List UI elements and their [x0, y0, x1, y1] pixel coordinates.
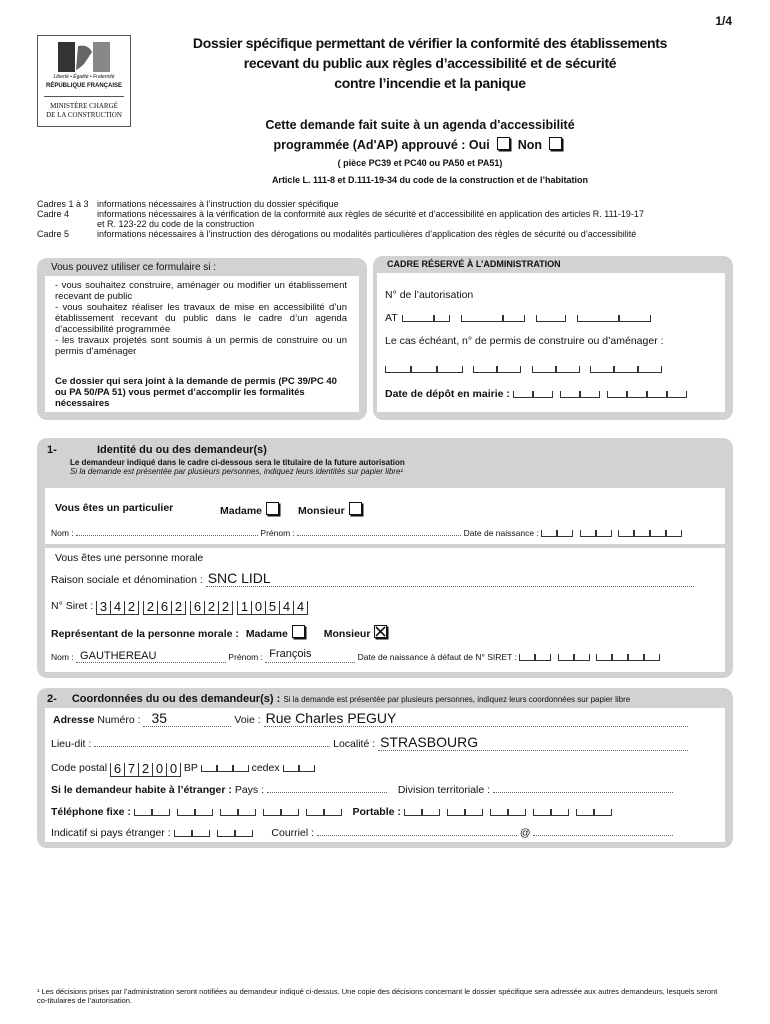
- adresse-row: Adresse Numéro : 35 Voie : Rue Charles PEGUY: [53, 714, 719, 727]
- auth-number-label: N° de l’autorisation: [385, 289, 474, 301]
- lieudit-field[interactable]: [94, 746, 330, 747]
- usage-bullet: - les travaux projetés sont soumis à un permis de construire ou un permis d’aménager: [55, 335, 347, 357]
- title-line-3: contre l’incendie et la panique: [334, 75, 526, 91]
- digit-cell: 5: [265, 601, 279, 615]
- localite-field[interactable]: [378, 734, 688, 751]
- at-label: AT: [385, 312, 651, 324]
- cadre-row: Cadres 1 à 3 informations nécessaires à l’instruction du dossier spécifique: [37, 199, 339, 209]
- admin-panel: [373, 256, 733, 420]
- adap-yes-checkbox[interactable]: [497, 137, 510, 150]
- digit-cell: 2: [138, 763, 152, 777]
- article-reference: Article L. 111-8 et D.111-19-34 du code de la construction et de l’habitation: [271, 175, 589, 185]
- localite-value: STRASBOURG: [380, 734, 479, 750]
- pays-field[interactable]: [267, 792, 387, 793]
- digit-cell: 4: [293, 601, 308, 615]
- title-line-2: recevant du public aux règles d’accessibilité et de sécurité: [243, 55, 617, 71]
- representant-nom-value: GAUTHEREAU: [80, 650, 157, 662]
- usage-bullet: - vous souhaitez réaliser les travaux de mise en accessibilité d’un établissement recevant du public dans le cadre d’un agenda d’accessibilité programmée: [55, 302, 347, 335]
- usage-panel: [37, 258, 367, 420]
- siret-row: N° Siret : 3 4 2 2 6 2 6 2 2 1 0 5 4 4: [51, 600, 308, 615]
- numero-field[interactable]: [143, 710, 231, 727]
- ministry-line-1: MINISTÈRE CHARGÉ: [50, 102, 118, 110]
- morale-label: Vous êtes une personne morale: [55, 552, 204, 564]
- deposit-date-field[interactable]: [513, 388, 687, 400]
- republic-logo: [37, 35, 131, 127]
- page-number: 1/4: [715, 14, 732, 28]
- etranger-row: Si le demandeur habite à l’étranger : Pays : Division territoriale :: [51, 784, 717, 796]
- raison-field[interactable]: [206, 570, 694, 587]
- cadre-row: et R. 123-22 du code de la construction: [97, 219, 255, 229]
- digit-cell: 0: [251, 601, 265, 615]
- telephone-row: Téléphone fixe : Portable :: [51, 806, 612, 818]
- adap-no-label: Non: [517, 138, 542, 152]
- cedex-field[interactable]: [283, 762, 315, 774]
- deposit-date-label: Date de dépôt en mairie :: [385, 388, 687, 400]
- particulier-monsieur-option: Monsieur: [298, 502, 366, 517]
- digit-cell: 2: [218, 601, 233, 615]
- checked-x-icon: [375, 626, 386, 637]
- ministry-line-2: DE LA CONSTRUCTION: [46, 111, 122, 119]
- footnote: ¹ Les décisions prises par l’administration seront notifiées au demandeur indiqué ci-dessus. Une copie des décisions concernant le dossier spécifique sera adressée aux autres demandeurs, lesquels seront co-titulaires de l’autorisation.: [37, 987, 718, 1005]
- voie-value: Rue Charles PEGUY: [265, 710, 397, 726]
- particulier-label: Vous êtes un particulier: [55, 502, 174, 514]
- usage-bullets: [55, 280, 347, 357]
- particulier-madame-checkbox[interactable]: [266, 502, 279, 515]
- section-2-number: 2-: [47, 693, 57, 705]
- representant-identity-row: Nom : GAUTHEREAU Prénom : François Date de naissance à défaut de N° SIRET :: [51, 652, 721, 663]
- digit-cell: 2: [124, 601, 139, 615]
- usage-header: Vous pouvez utiliser ce formulaire si :: [51, 262, 217, 273]
- adap-line-2: [200, 137, 640, 152]
- raison-row: Raison sociale et dénomination : SNC LIDL: [51, 574, 721, 587]
- adap-yes-label: programmée (Ad'AP) approuvé : Oui: [273, 138, 490, 152]
- cadres-list: [37, 199, 644, 239]
- siret-field[interactable]: [96, 600, 308, 612]
- digit-cell: 2: [204, 601, 218, 615]
- usage-bullet: - vous souhaitez construire, aménager ou modifier un établissement recevant de public: [55, 280, 347, 302]
- title-line-1: Dossier spécifique permettant de vérifier la conformité des établissements: [192, 35, 668, 51]
- representant-prenom-value: François: [269, 648, 312, 660]
- cadre-row: Cadre 5 informations nécessaires à l’instruction des dérogations ou modalités particulières d’application des règles de sécurité ou d’accessibilité: [37, 229, 637, 239]
- particulier-box: [45, 488, 725, 544]
- section-2-heading: [47, 693, 727, 705]
- document-title: [150, 33, 710, 93]
- section-2-panel: [37, 688, 733, 848]
- section-1-subtitle-1: Le demandeur indiqué dans le cadre ci-dessous sera le titulaire de la future autorisation: [70, 458, 405, 467]
- representant-nom-field[interactable]: [76, 652, 226, 663]
- section-1-subtitle-2: Si la demande est présentée par plusieurs personnes, indiquez leurs identités sur papier libre¹: [70, 467, 404, 476]
- cadre-row: Cadre 4 informations nécessaires à la vérification de la conformité aux règles de sécurité et d’accessibilité en application des articles R. 111-19-17: [37, 209, 644, 219]
- particulier-madame-option: Madame: [220, 502, 283, 517]
- section-2-subtitle: Si la demande est présentée par plusieurs personnes, indiquez leurs coordonnées sur papier libre: [283, 695, 631, 704]
- admin-header: CADRE RÉSERVÉ À L’ADMINISTRATION: [387, 259, 561, 269]
- particulier-nom-field[interactable]: [76, 535, 258, 536]
- indicatif-field[interactable]: [174, 827, 256, 839]
- digit-cell: 4: [279, 601, 293, 615]
- telephone-field[interactable]: [134, 806, 345, 818]
- adap-piece-note: ( pièce PC39 et PC40 ou PA50 et PA51): [337, 158, 503, 168]
- digit-cell: 0: [152, 763, 166, 777]
- bp-field[interactable]: [201, 762, 249, 774]
- digit-cell: 4: [110, 601, 124, 615]
- coordonnees-box: [45, 708, 725, 842]
- at-number-field[interactable]: [402, 312, 651, 324]
- particulier-monsieur-checkbox[interactable]: [349, 502, 362, 515]
- permit-number-field[interactable]: [385, 359, 662, 377]
- courriel-field[interactable]: [317, 835, 517, 836]
- code-postal-row: Code postal 6 7 2 0 0 BP cedex: [51, 762, 315, 777]
- usage-note: Ce dossier qui sera joint à la demande de permis (PC 39/PC 40 ou PA 50/PA 51) vous permet d’accomplir les formalités nécessaires: [55, 376, 337, 409]
- digit-cell: 7: [124, 763, 138, 777]
- digit-cell: 2: [143, 601, 157, 615]
- republic-name: RÉPUBLIQUE FRANÇAISE: [45, 83, 122, 89]
- at-sign: @: [519, 827, 531, 839]
- logo-divider: [44, 96, 124, 97]
- adap-no-checkbox[interactable]: [549, 137, 562, 150]
- section-1-number: 1-: [47, 444, 57, 456]
- division-field[interactable]: [493, 792, 673, 793]
- particulier-dob-field[interactable]: [541, 528, 682, 538]
- indicatif-row: Indicatif si pays étranger : Courriel : @: [51, 827, 717, 839]
- representant-row: Représentant de la personne morale : Madame Monsieur: [51, 625, 391, 640]
- lieudit-row: Lieu-dit : Localité : STRASBOURG: [51, 738, 717, 751]
- republic-motto: Liberté • Égalité • Fraternité: [53, 74, 115, 80]
- section-1-title: Identité du ou des demandeur(s): [97, 444, 267, 456]
- digit-cell: 3: [96, 601, 110, 615]
- digit-cell: 2: [171, 601, 186, 615]
- permit-number-label: Le cas échéant, n° de permis de construire ou d’aménager :: [385, 335, 664, 347]
- marianne-flag-icon: [58, 42, 110, 72]
- section-1-panel: [37, 438, 733, 678]
- portable-field[interactable]: [404, 806, 612, 818]
- courriel-domain-field[interactable]: [533, 835, 673, 836]
- usage-content: [45, 276, 359, 412]
- digit-cell: 0: [166, 763, 181, 777]
- admin-content: [377, 273, 725, 412]
- code-postal-field[interactable]: [110, 762, 181, 774]
- morale-box: [45, 548, 725, 672]
- representant-prenom-field[interactable]: [265, 648, 355, 663]
- voie-field[interactable]: [264, 710, 688, 727]
- representant-monsieur-checkbox[interactable]: [374, 625, 387, 638]
- digit-cell: 6: [110, 763, 124, 777]
- digit-cell: 1: [237, 601, 251, 615]
- particulier-identity-row: Nom : Prénom : Date de naissance :: [51, 528, 721, 538]
- numero-value: 35: [151, 710, 168, 726]
- particulier-prenom-field[interactable]: [297, 535, 461, 536]
- representant-madame-checkbox[interactable]: [292, 625, 305, 638]
- digit-cell: 6: [190, 601, 204, 615]
- section-2-title: Coordonnées du ou des demandeur(s) :: [71, 693, 281, 705]
- adap-line-1: Cette demande fait suite à un agenda d'accessibilité: [265, 118, 575, 132]
- raison-value: SNC LIDL: [207, 570, 271, 586]
- representant-dob-field[interactable]: [519, 652, 660, 662]
- digit-cell: 6: [157, 601, 171, 615]
